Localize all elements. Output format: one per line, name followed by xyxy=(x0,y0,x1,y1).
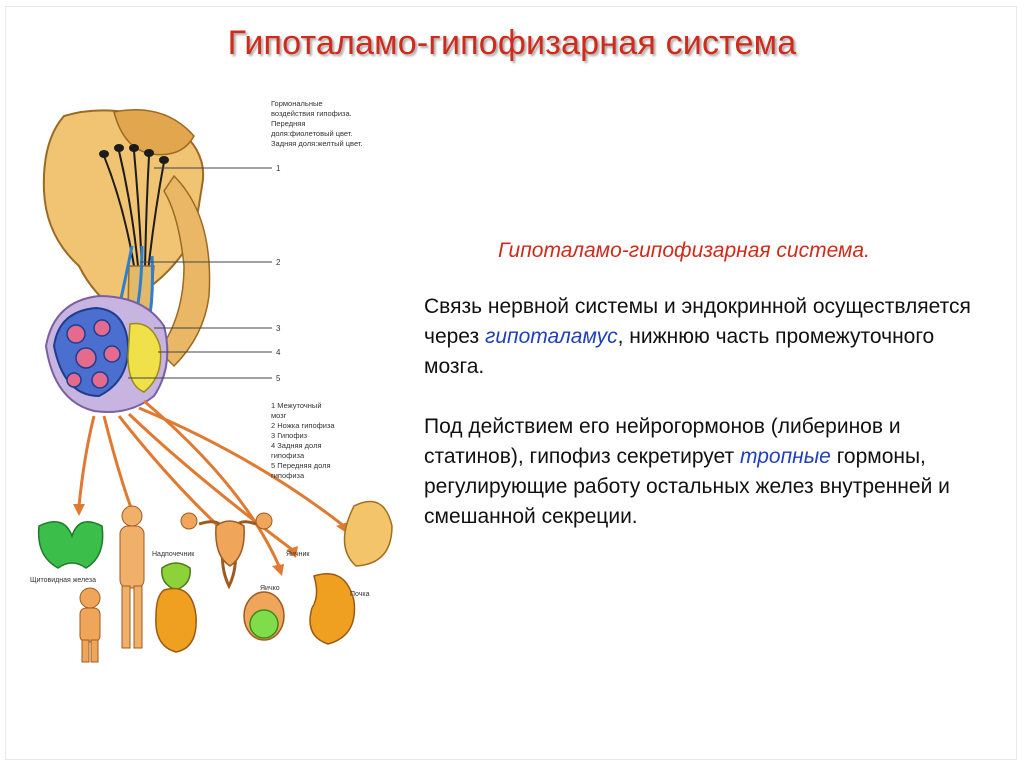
anatomy-figure xyxy=(24,96,396,668)
adrenal-gland xyxy=(162,563,190,590)
reproductive-organs xyxy=(181,513,272,586)
adult-figure xyxy=(120,506,144,648)
anatomy-illustration xyxy=(24,96,396,668)
thyroid-label: Щитовидная железа xyxy=(30,577,96,584)
figure-header-line: воздействия гипофиза. xyxy=(271,109,352,118)
figure-header-line: Гормональные xyxy=(271,99,323,108)
kidney xyxy=(310,574,354,644)
testis-label: Яичко xyxy=(260,585,280,592)
legend-line: гипофиза xyxy=(271,451,305,460)
hormone-arrowheads xyxy=(73,504,348,576)
paragraph-text: Связь нервной системы и эндокринной осуществляется через xyxy=(424,295,971,348)
pointer-number: 5 xyxy=(276,374,281,383)
figure-header-line: Задняя доля:желтый цвет. xyxy=(271,139,363,148)
figure-header xyxy=(271,99,363,148)
legend-line: гипофиза xyxy=(271,471,305,480)
ovary-round xyxy=(344,502,392,567)
legend-line: мозг xyxy=(271,411,287,420)
pointer-numbers xyxy=(276,164,281,383)
text-block xyxy=(424,236,984,562)
highlight-hypothalamus: гипоталамус xyxy=(484,325,618,348)
figure-header-line: доля:фиолетовый цвет. xyxy=(271,129,353,138)
testis xyxy=(244,592,284,640)
kidney-label: Почка xyxy=(350,591,370,598)
highlight-tropic: тропные xyxy=(739,445,831,468)
legend-line: 1 Межуточный xyxy=(271,401,322,410)
paragraph-text: , нижнюю часть промежуточного мозга. xyxy=(424,325,935,378)
pointer-number: 2 xyxy=(276,258,281,267)
ovary-label: Яичник xyxy=(286,551,310,558)
paragraph-neurohormones xyxy=(424,412,984,532)
pointer-number: 4 xyxy=(276,348,281,357)
paragraph-text: Под действием его нейрогормонов (либеринов и статинов), гипофиз секретирует xyxy=(424,415,901,468)
paragraph-nervous-endocrine xyxy=(424,292,984,382)
thyroid-gland xyxy=(39,522,103,568)
child-figure xyxy=(80,588,100,662)
pointer-number: 1 xyxy=(276,164,281,173)
slide-title: Гипоталамо-гипофизарная система xyxy=(227,24,797,62)
adrenal-kidney xyxy=(156,588,196,652)
pointer-number: 3 xyxy=(276,324,281,333)
legend-line: 2 Ножка гипофиза xyxy=(271,421,335,430)
figure-legend xyxy=(271,401,335,480)
adrenal-label: Надпочечник xyxy=(152,551,195,558)
figure-header-line: Передняя xyxy=(271,119,306,128)
legend-line: 5 Передняя доля xyxy=(271,461,331,470)
paragraph-text: гормоны, регулирующие работу остальных желез внутренней и смешанной секреции. xyxy=(424,445,950,528)
legend-line: 4 Задняя доля xyxy=(271,441,322,450)
figure-caption: Гипоталамо-гипофизарная система. xyxy=(498,239,870,262)
legend-line: 3 Гипофиз xyxy=(271,431,308,440)
